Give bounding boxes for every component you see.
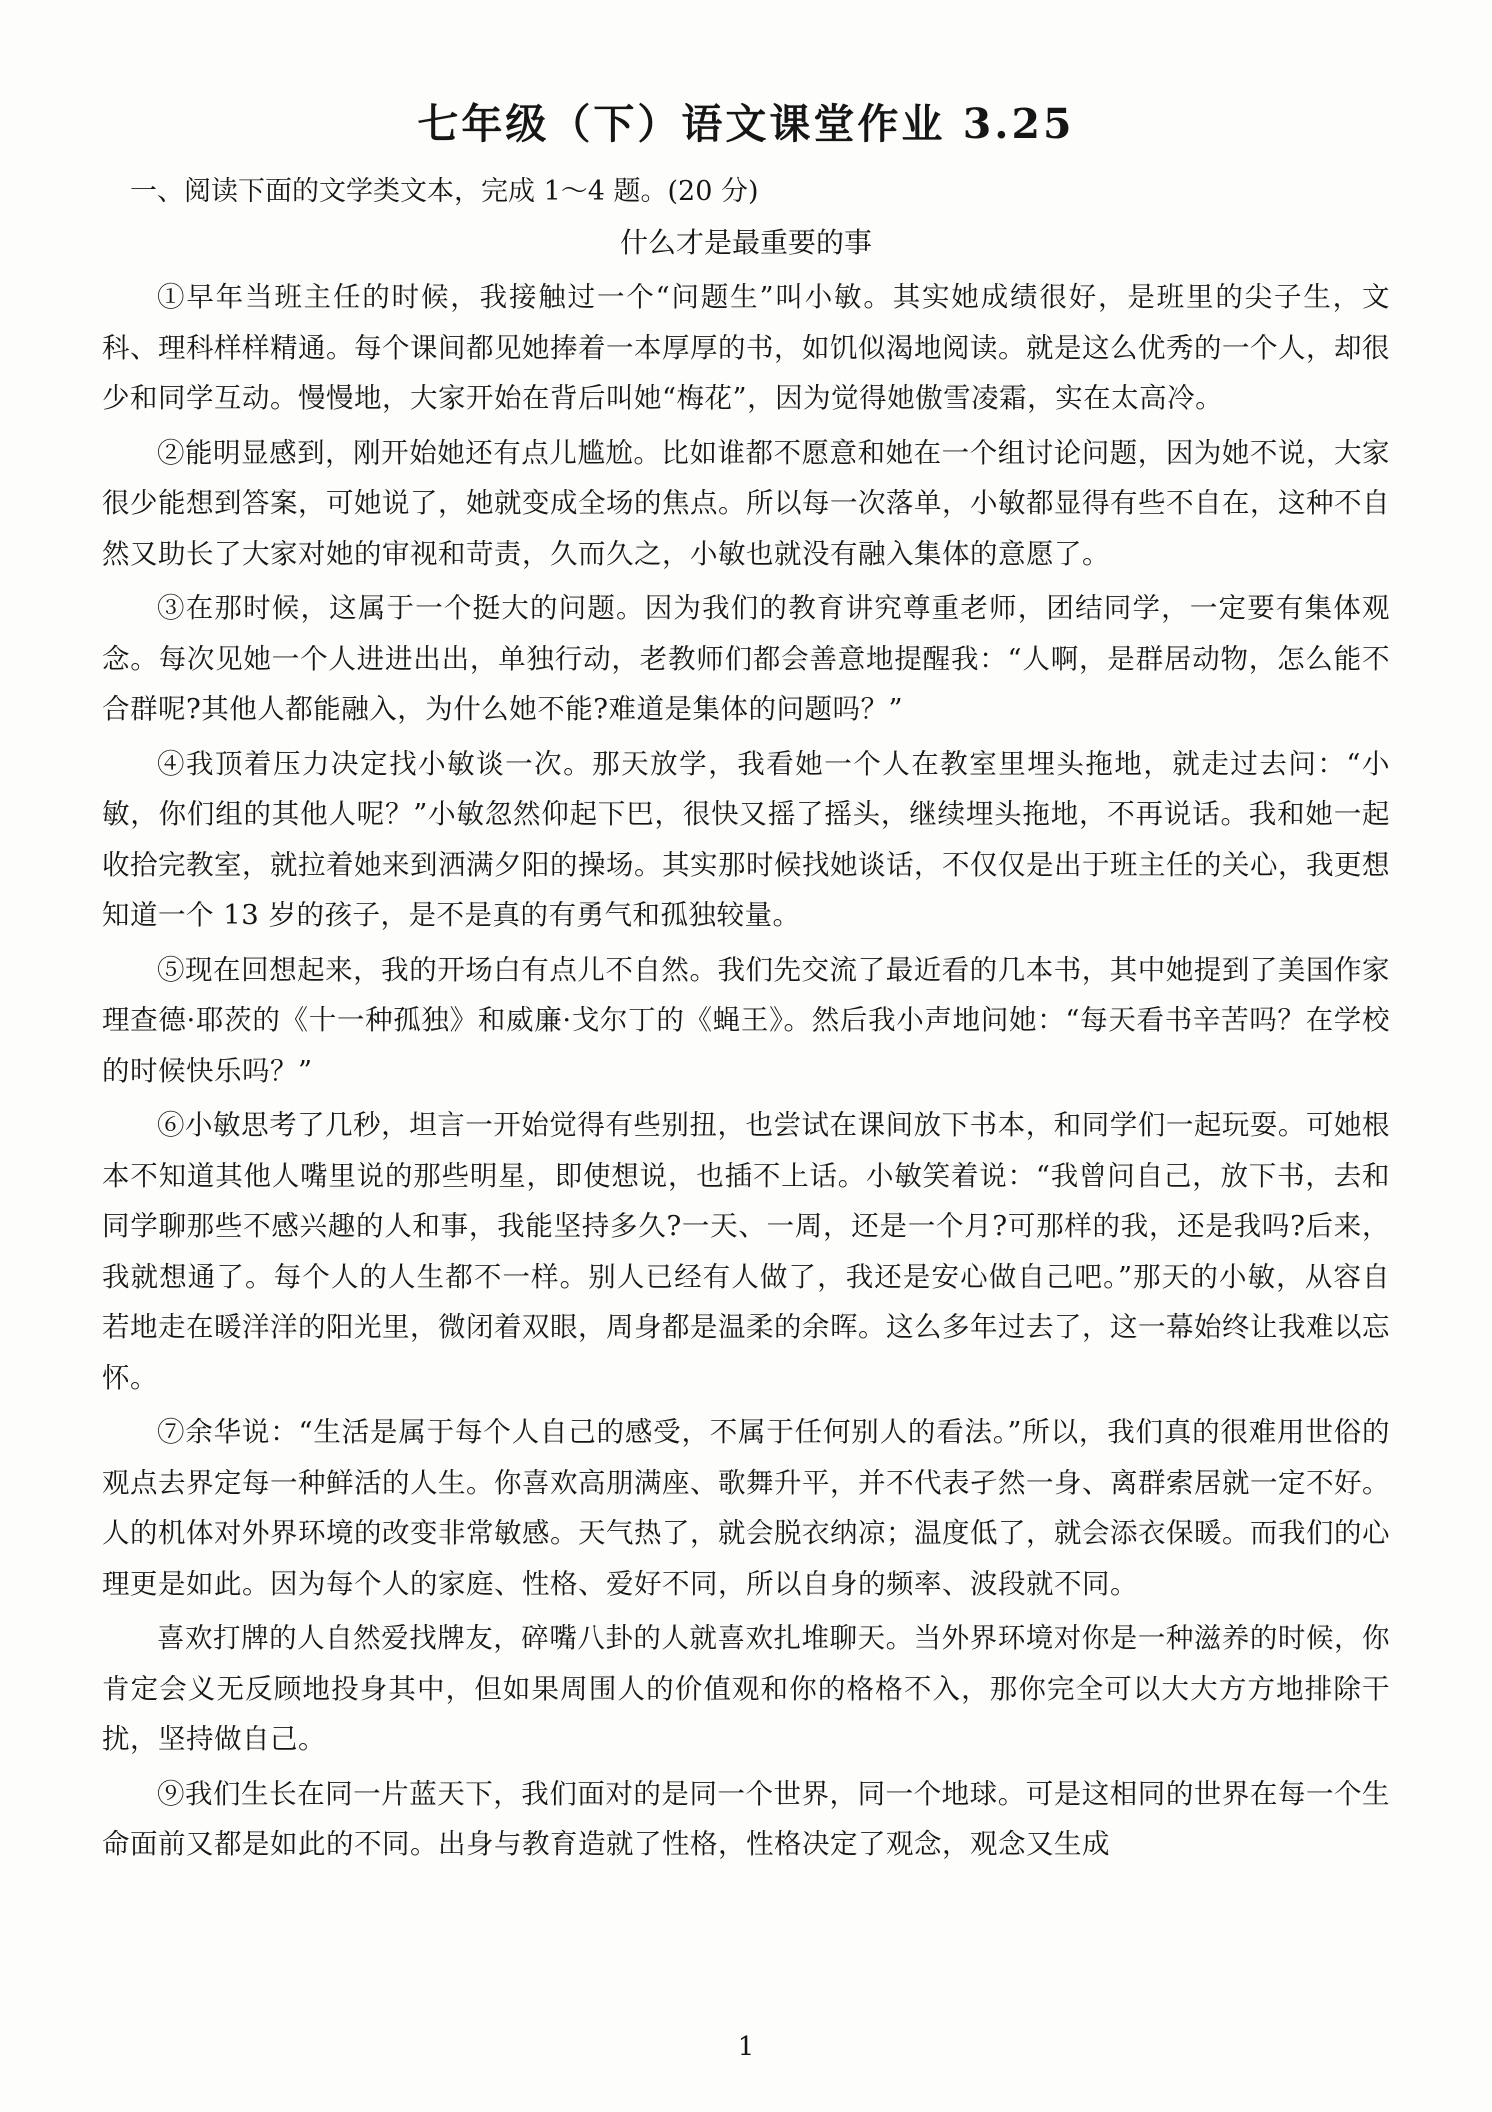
paragraph-4: ④我顶着压力决定找小敏谈一次。那天放学，我看她一个人在教室里埋头拖地，就走过去问：“小敏，你们组的其他人呢？”小敏忽然仰起下巴，很快又摇了摇头，继续埋头拖地，不再说话。我和她一起收拾完教室，就拉着她来到洒满夕阳的操场。其实那时候找她谈话，不仅仅是出于班主任的关心，我更想知道一个 13 岁的孩子，是不是真的有勇气和孤独较量。 [102, 747, 1390, 931]
paragraph-7: ⑦余华说：“生活是属于每个人自己的感受，不属于任何别人的看法。”所以，我们真的很难用世俗的观点去界定每一种鲜活的人生。你喜欢高朋满座、歌舞升平，并不代表孑然一身、离群索居就一定不好。人的机体对外界环境的改变非常敏感。天气热了，就会脱衣纳凉；温度低了，就会添衣保暖。而我们的心理更是如此。因为每个人的家庭、性格、爱好不同，所以自身的频率、波段就不同。 [102, 1416, 1390, 1600]
paragraph-9: ⑨我们生长在同一片蓝天下，我们面对的是同一个世界，同一个地球。可是这相同的世界在每一个生命面前又都是如此的不同。出身与教育造就了性格，性格决定了观念，观念又生成 [102, 1777, 1390, 1860]
paragraph-1: ①早年当班主任的时候，我接触过一个“问题生”叫小敏。其实她成绩很好，是班里的尖子生，文科、理科样样精通。每个课间都见她捧着一本厚厚的书，如饥似渴地阅读。就是这么优秀的一个人，却很少和同学互动。慢慢地，大家开始在背后叫她“梅花”，因为觉得她傲雪凌霜，实在太高冷。 [102, 281, 1390, 414]
paragraph-2: ②能明显感到，刚开始她还有点儿尴尬。比如谁都不愿意和她在一个组讨论问题，因为她不说，大家很少能想到答案，可她说了，她就变成全场的焦点。所以每一次落单，小敏都显得有些不自在，这种不自然又助长了大家对她的审视和苛责，久而久之，小敏也就没有融入集体的意愿了。 [102, 436, 1390, 570]
article-body [102, 272, 1390, 1870]
article-title: 什么才是最重要的事 [619, 226, 872, 259]
paragraph-6: ⑥小敏思考了几秒，坦言一开始觉得有些别扭，也尝试在课间放下书本，和同学们一起玩耍。可她根本不知道其他人嘴里说的那些明星，即使想说，也插不上话。小敏笑着说：“我曾问自己，放下书，去和同学聊那些不感兴趣的人和事，我能坚持多久?一天、一周，还是一个月?可那样的我，还是我吗?后来，我就想通了。每个人的人生都不一样。别人已经有人做了，我还是安心做自己吧。”那天的小敏，从容自若地走在暖洋洋的阳光里，微闭着双眼，周身都是温柔的余晖。这么多年过去了，这一幕始终让我难以忘怀。 [102, 1109, 1390, 1394]
section-heading: 一、阅读下面的文学类文本，完成 1～4 题。(20 分) [130, 176, 759, 207]
document-title: 七年级（下）语文课堂作业 3.25 [417, 100, 1075, 148]
page-number: 1 [737, 2032, 755, 2062]
paragraph-5: ⑤现在回想起来，我的开场白有点儿不自然。我们先交流了最近看的几本书，其中她提到了美国作家理查德·耶茨的《十一种孤独》和威廉·戈尔丁的《蝇王》。然后我小声地问她：“每天看书辛苦吗？在学校的时候快乐吗？” [102, 953, 1390, 1087]
paragraph-8: 喜欢打牌的人自然爱找牌友，碎嘴八卦的人就喜欢扎堆聊天。当外界环境对你是一种滋养的时候，你肯定会义无反顾地投身其中，但如果周围人的价值观和你的格格不入，那你完全可以大大方方地排除干扰，坚持做自己。 [102, 1622, 1390, 1755]
paragraph-3: ③在那时候，这属于一个挺大的问题。因为我们的教育讲究尊重老师，团结同学，一定要有集体观念。每次见她一个人进进出出，单独行动，老教师们都会善意地提醒我：“人啊，是群居动物，怎么能不合群呢?其他人都能融入，为什么她不能?难道是集体的问题吗？” [102, 592, 1390, 725]
